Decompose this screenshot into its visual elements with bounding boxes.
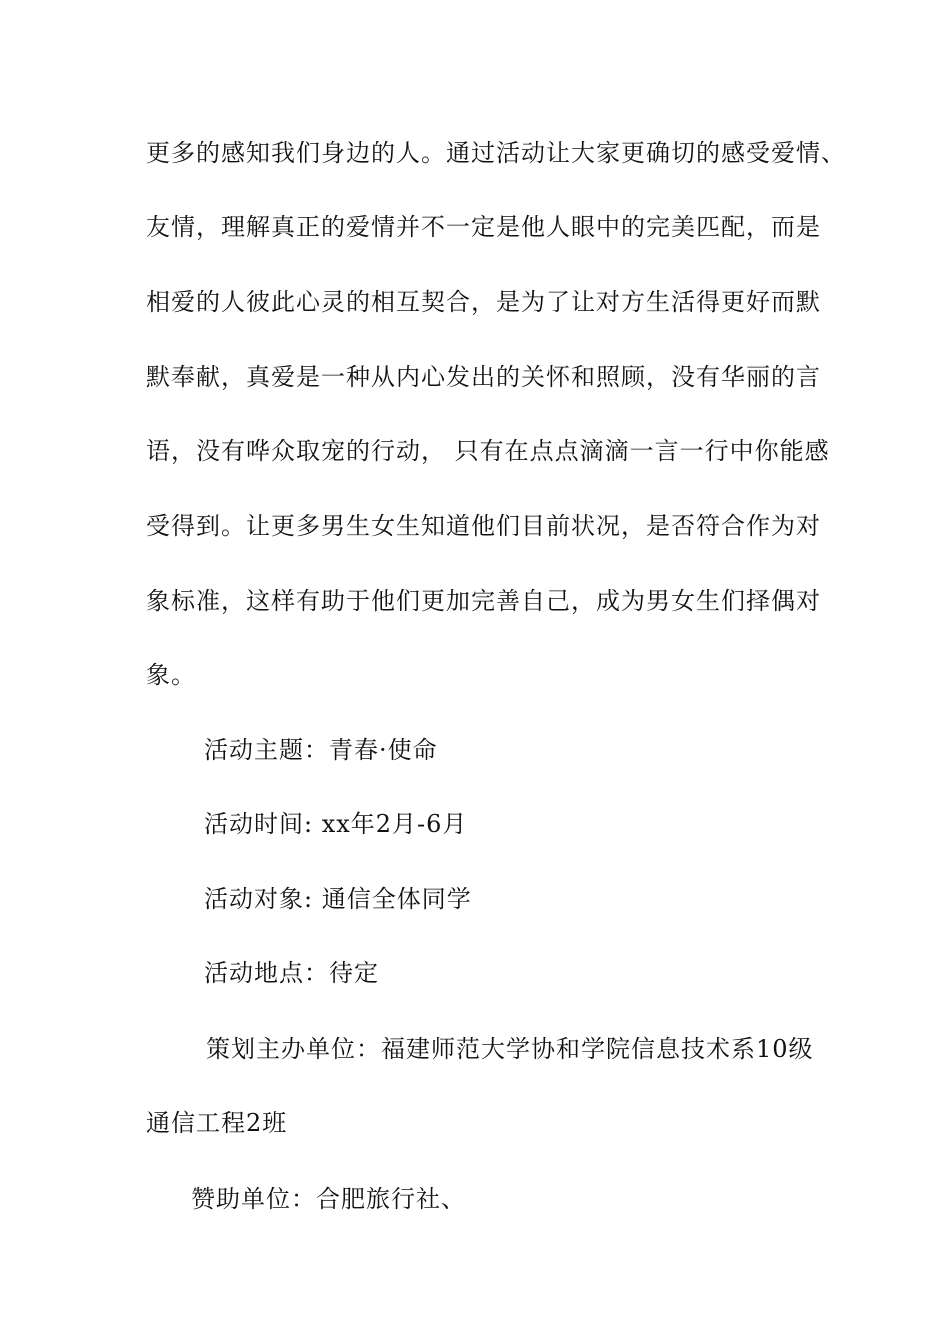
paragraph-line-3: 相爱的人彼此心灵的相互契合，是为了让对方生活得更好而默 [146, 288, 821, 316]
paragraph-line-7: 象标准，这样有助于他们更加完善自己，成为男女生们择偶对 [146, 587, 821, 615]
paragraph-line-1: 更多的感知我们身边的人。通过活动让大家更确切的感受爱情、 [146, 139, 846, 167]
activity-target: 活动对象: 通信全体同学 [204, 885, 472, 913]
activity-theme: 活动主题：青春·使命 [204, 736, 438, 764]
paragraph-line-4: 默奉献，真爱是一种从内心发出的关怀和照顾，没有华丽的言 [146, 363, 821, 391]
paragraph-line-6: 受得到。让更多男生女生知道他们目前状况，是否符合作为对 [146, 512, 821, 540]
organizer-line-1: 策划主办单位：福建师范大学协和学院信息技术系10级 [206, 1035, 814, 1063]
paragraph-line-8: 象。 [146, 661, 196, 689]
organizer-line-2: 通信工程2班 [146, 1109, 288, 1137]
paragraph-line-5: 语，没有哗众取宠的行动， 只有在点点滴滴一言一行中你能感 [146, 437, 830, 465]
sponsor: 赞助单位：合肥旅行社、 [191, 1185, 466, 1213]
activity-location: 活动地点：待定 [204, 959, 379, 987]
activity-time: 活动时间: xx年2月-6月 [204, 810, 468, 838]
paragraph-line-2: 友情，理解真正的爱情并不一定是他人眼中的完美匹配，而是 [146, 213, 821, 241]
